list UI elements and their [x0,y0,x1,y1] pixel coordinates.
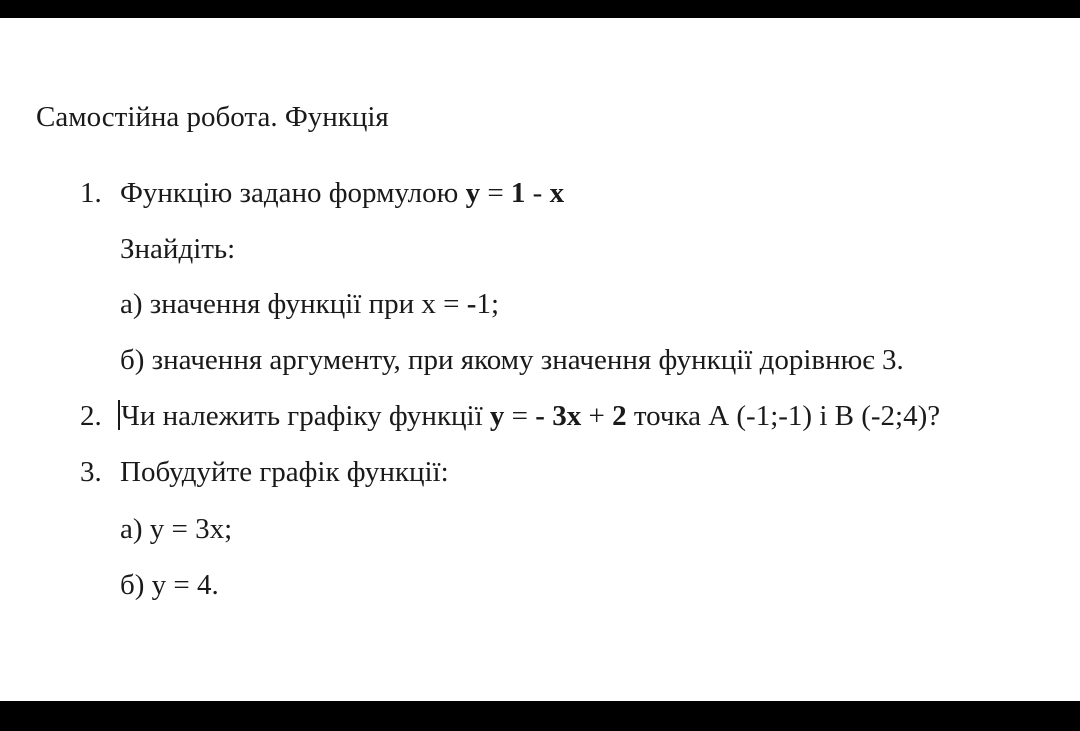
task-1-part-b: б) значення аргументу, при якому значення функції дорівнює 3. [120,344,904,376]
task-1-formula-one: 1 [510,177,526,209]
task-3-part-b: б) у = 4. [120,569,219,601]
task-1-part-a [120,287,499,321]
bottom-black-bar [0,701,1080,731]
document-title: Самостійна робота. Функція [36,101,389,133]
task-2-formula-neg: - 3x [535,400,582,432]
task-1-part-a-rest: 1; [476,288,499,320]
task-1-number: 1. [80,177,102,209]
task-2-rest: точка А (-1;-1) і В (-2;4)? [626,400,941,432]
task-2-statement[interactable] [118,399,940,433]
task-1-formula-x: x [549,177,565,209]
task-1-part-a-prefix: а) значення функції при х = [120,288,467,320]
task-1-formula-y: y [465,177,481,209]
task-1-find-label: Знайдіть: [120,233,236,265]
task-2-formula-two: 2 [612,400,627,432]
task-1-part-a-minus: - [466,288,477,320]
task-1-statement [120,176,564,210]
text-cursor [118,400,120,430]
top-black-bar [0,0,1080,18]
task-3-number: 3. [80,456,102,488]
task-3-text: Побудуйте графік функції: [120,456,449,488]
document-page [0,18,1080,701]
task-2-formula-plus: + [581,400,613,432]
task-1-formula-minus: - [525,177,550,209]
task-2-formula-y: y [489,400,505,432]
task-1-formula-eq: = [480,177,511,209]
task-2-number: 2. [80,400,102,432]
task-1-text: Функцію задано формулою [120,177,466,209]
task-3-part-a: а) у = 3х; [120,513,233,545]
task-2-text: Чи належить графіку функції [121,400,490,432]
task-2-formula-eq: = [504,400,536,432]
